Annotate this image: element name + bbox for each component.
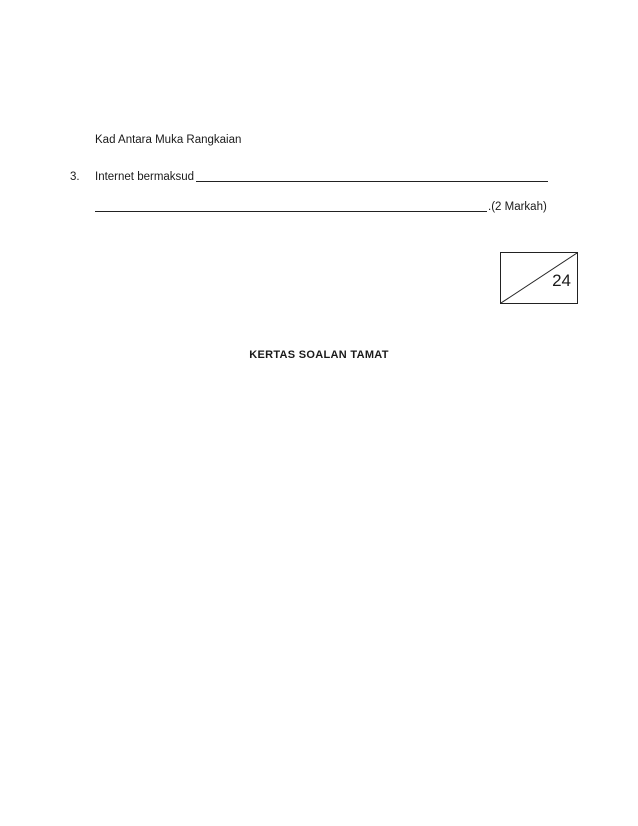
question-prompt: Internet bermaksud: [95, 171, 195, 183]
answer-blank-line-1[interactable]: [196, 181, 548, 182]
score-value: 24: [552, 271, 571, 290]
marks-note: .(2 Markah): [488, 201, 547, 213]
answer-blank-line-2[interactable]: [95, 211, 487, 212]
score-box: [500, 252, 578, 304]
question-number: 3.: [70, 171, 80, 183]
end-of-paper-title: KERTAS SOALAN TAMAT: [249, 349, 389, 361]
answer-option-text: Kad Antara Muka Rangkaian: [95, 134, 242, 146]
